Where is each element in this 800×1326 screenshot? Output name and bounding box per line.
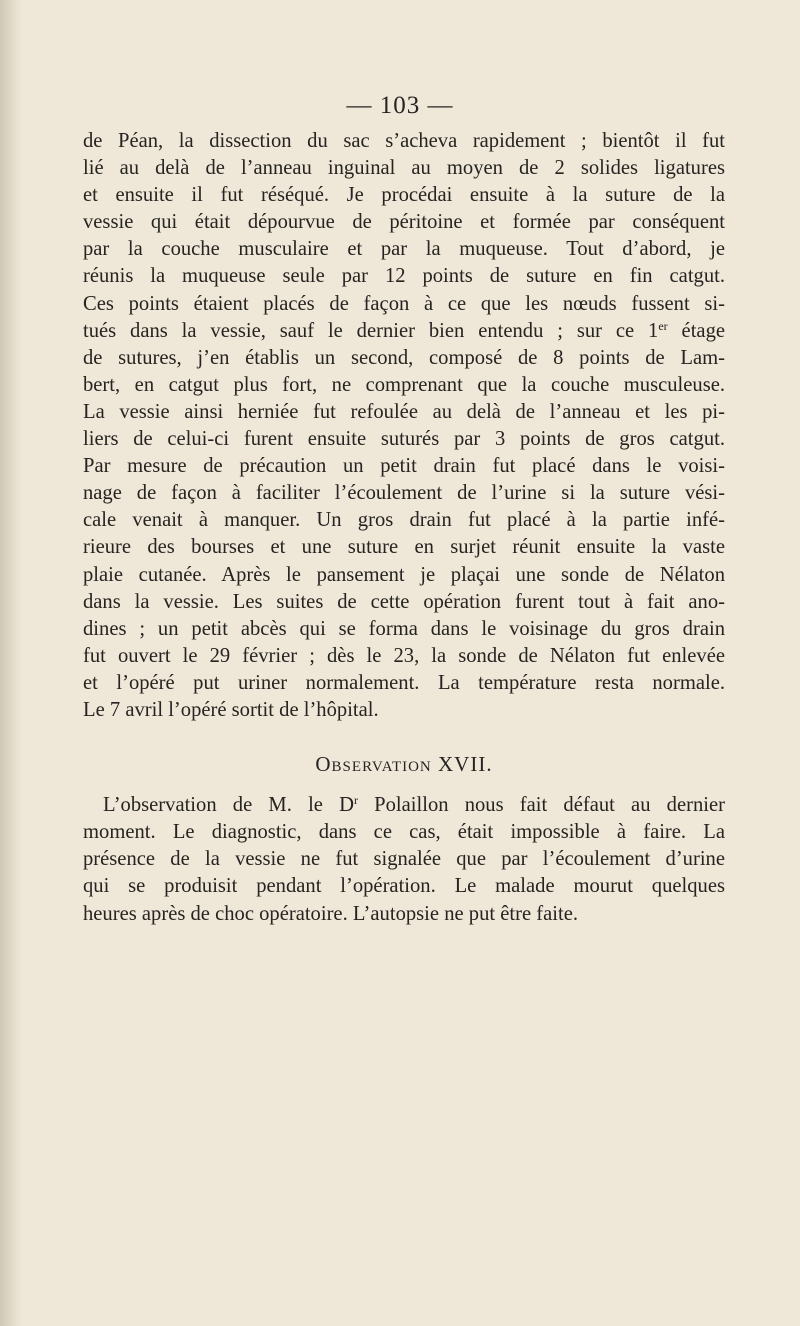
text-line: moment. Le diagnostic, dans ce cas, était impossible à faire. La [83, 821, 725, 844]
text-line: réunis la muqueuse seule par 12 points de suture en fin catgut. [83, 265, 725, 288]
text-line: de sutures, j’en établis un second, composé de 8 points de Lam- [83, 346, 725, 369]
page-edge-shadow [0, 0, 22, 1326]
text-line: qui se produisit pendant l’opération. Le malade mourut quelques [83, 875, 725, 898]
paragraph-1 [83, 128, 725, 724]
text-line: présence de la vessie ne fut signalée que par l’écoulement d’urine [83, 848, 725, 871]
text-line: fut ouvert le 29 février ; dès le 23, la sonde de Nélaton fut enlevée [83, 644, 725, 667]
superscript: er [658, 318, 668, 333]
text-line: nage de façon à faciliter l’écoulement de l’urine si la suture vési- [83, 482, 725, 505]
text-line: lié au delà de l’anneau inguinal au moyen de 2 solides ligatures [83, 157, 725, 180]
text-line: heures après de choc opératoire. L’autopsie ne put être faite. [83, 902, 578, 925]
text-line: plaie cutanée. Après le pansement je plaçai une sonde de Nélaton [83, 563, 725, 586]
text-line: vessie qui était dépourvue de péritoine et formée par conséquent [83, 211, 725, 234]
superscript: r [353, 793, 358, 808]
paragraph-2 [83, 792, 725, 927]
text-fragment: L’observation de M. le D [103, 794, 354, 817]
observation-heading: Observation XVII. [315, 752, 493, 777]
text-line: de Péan, la dissection du sac s’acheva rapidement ; bientôt il fut [83, 130, 725, 152]
text-line [83, 318, 725, 345]
text-line: bert, en catgut plus fort, ne comprenant que la couche musculeuse. [83, 373, 725, 396]
text-line: Par mesure de précaution un petit drain fut placé dans le voisi- [83, 455, 725, 478]
text-line: dines ; un petit abcès qui se forma dans le voisinage du gros drain [83, 617, 725, 640]
text-fragment: tués dans la vessie, sauf le dernier bien entendu ; sur ce 1 [83, 319, 659, 342]
page-number: — 103 — [346, 92, 454, 119]
text-line: La vessie ainsi herniée fut refoulée au delà de l’anneau et les pi- [83, 400, 725, 423]
text-line: et ensuite il fut réséqué. Je procédai ensuite à la suture de la [83, 184, 725, 207]
text-fragment: étage [667, 319, 726, 342]
text-line: dans la vessie. Les suites de cette opération furent tout à fait ano- [83, 590, 725, 613]
text-line: cale venait à manquer. Un gros drain fut placé à la partie infé- [83, 509, 725, 532]
text-line: par la couche musculaire et par la muqueuse. Tout d’abord, je [83, 238, 725, 261]
text-fragment: Polaillon nous fait défaut au dernier [357, 794, 725, 817]
text-line: rieure des bourses et une suture en surjet réunit ensuite la vaste [83, 536, 725, 559]
text-line: Le 7 avril l’opéré sortit de l’hôpital. [83, 698, 379, 721]
text-line: Ces points étaient placés de façon à ce que les nœuds fussent si- [83, 292, 725, 315]
text-line: liers de celui-ci furent ensuite suturés par 3 points de gros catgut. [83, 428, 725, 451]
text-line: et l’opéré put uriner normalement. La température resta normale. [83, 671, 725, 694]
text-line [83, 792, 725, 819]
page-body [83, 128, 725, 928]
